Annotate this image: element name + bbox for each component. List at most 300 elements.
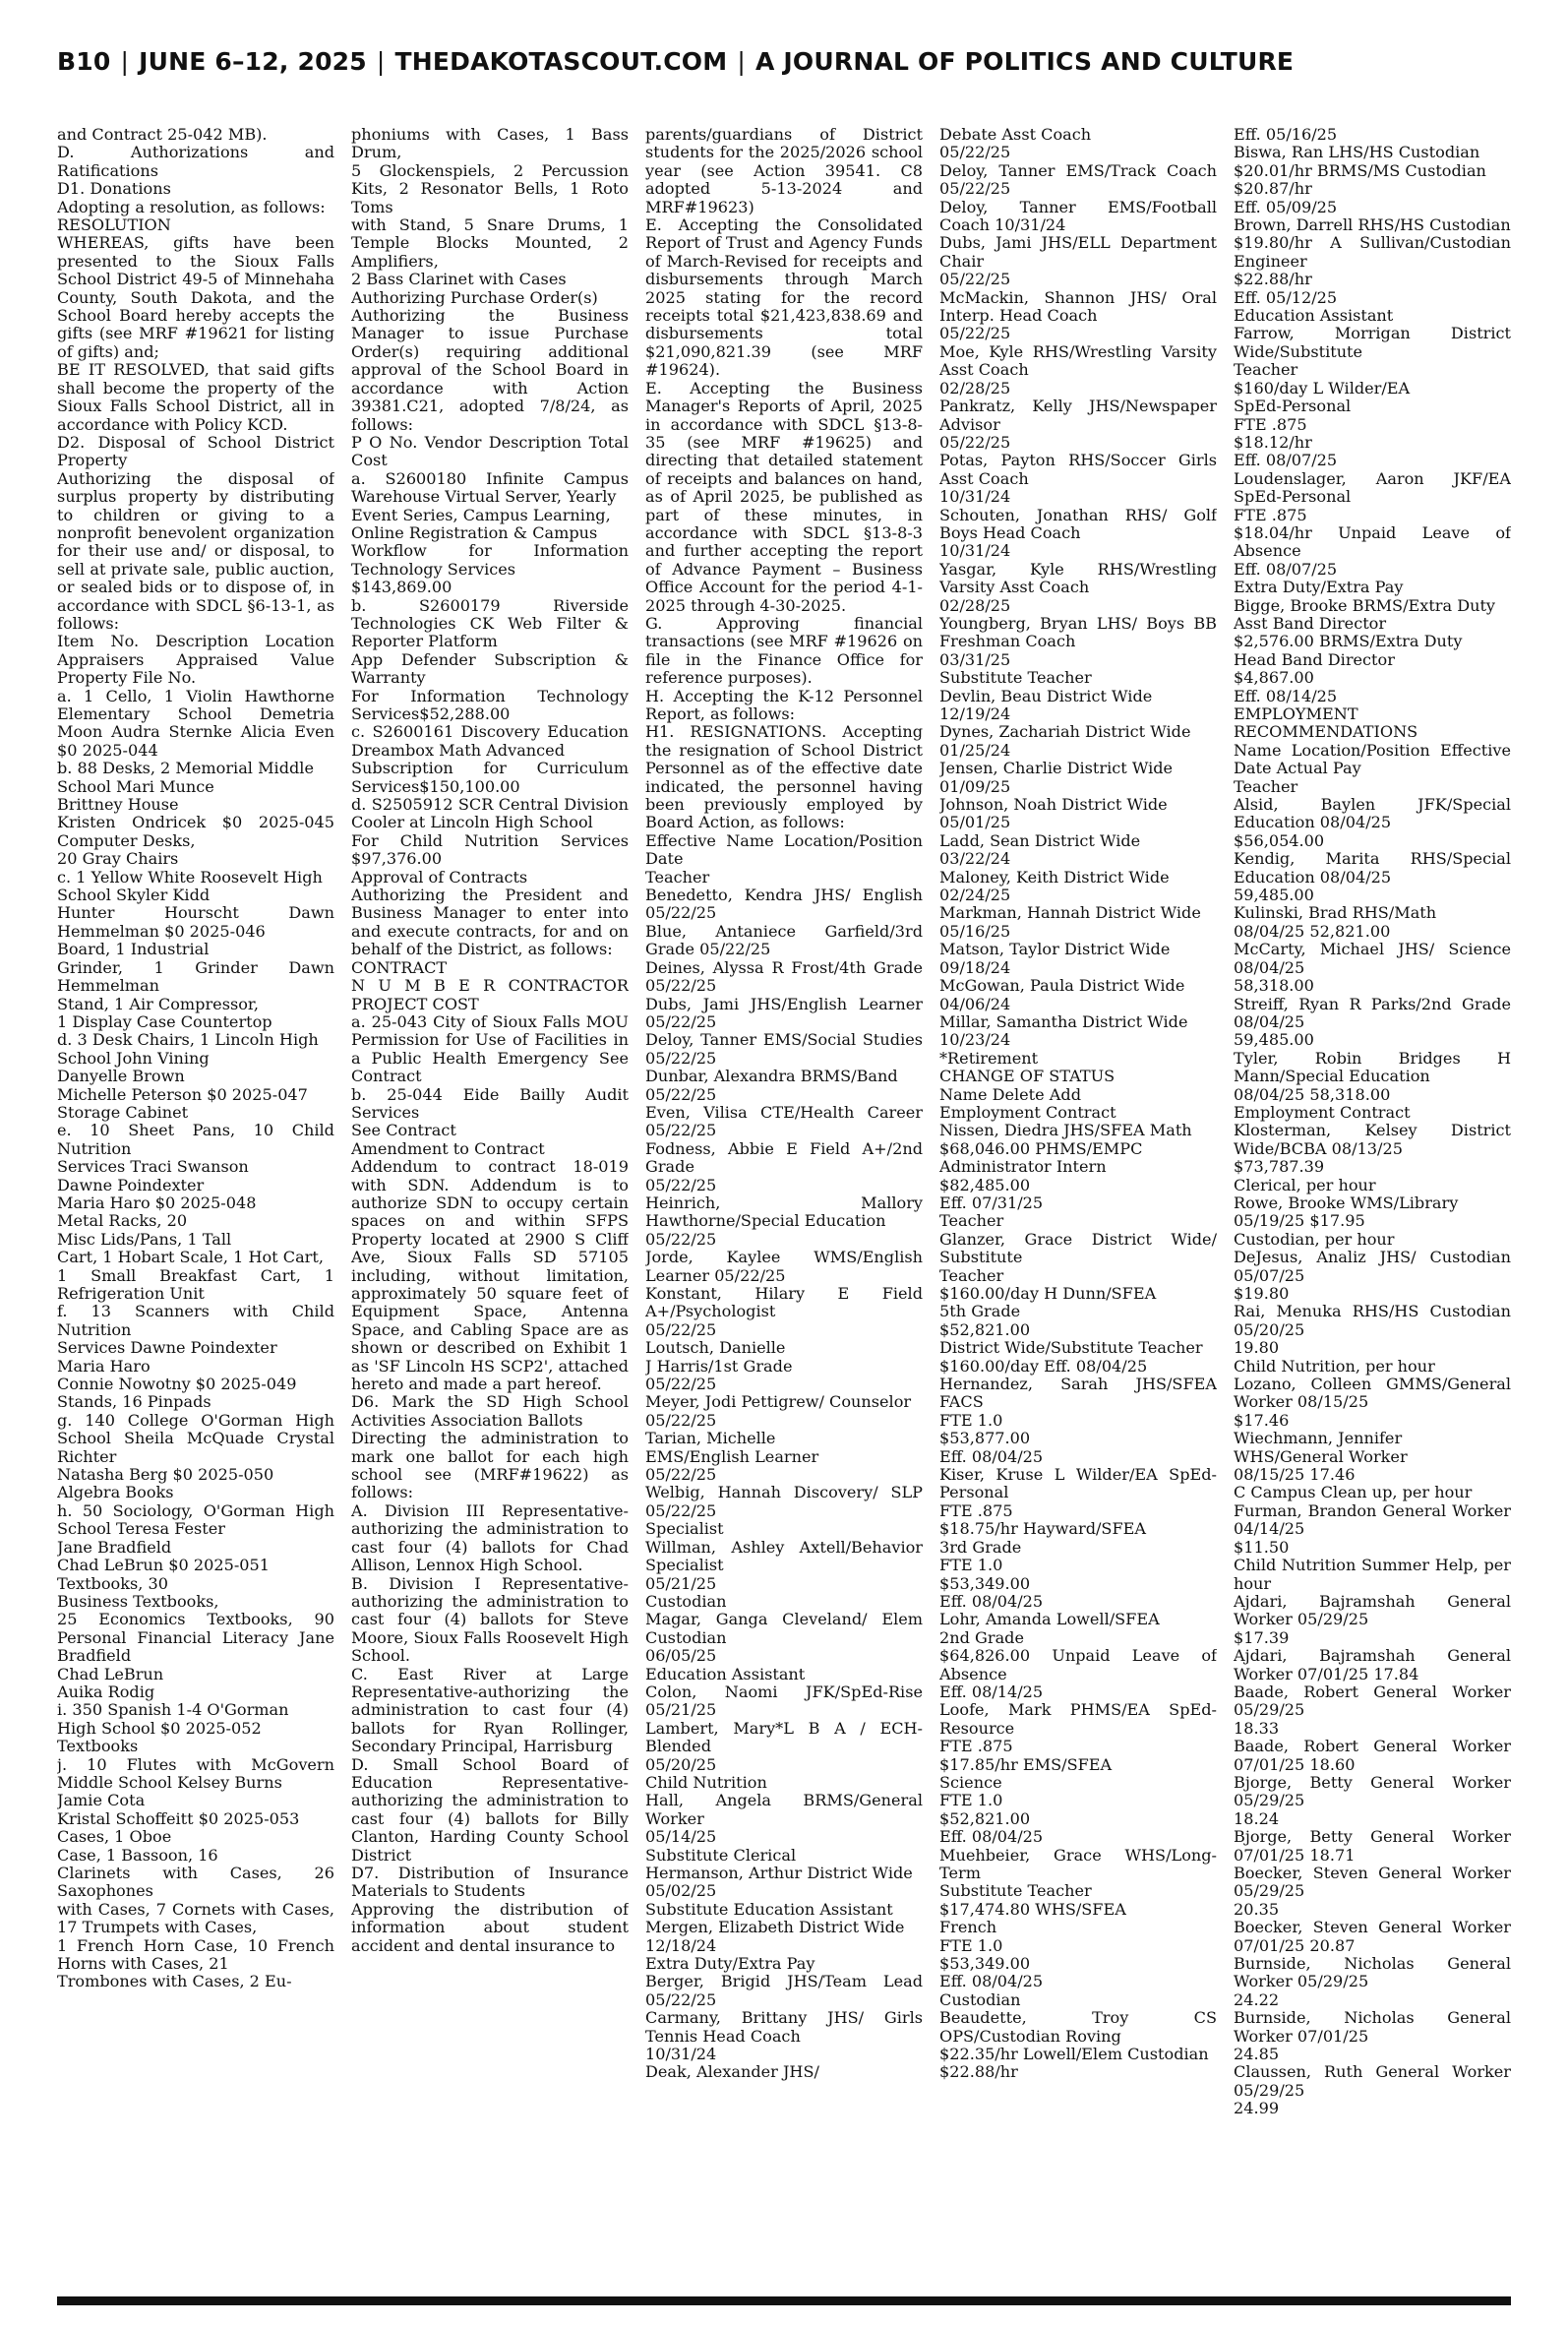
notice-paragraph: 05/22/25	[645, 1410, 717, 1430]
notice-paragraph: Ajdari, Bajramshah General Worker 05/29/25	[1234, 1591, 1511, 1629]
notice-paragraph: EMPLOYMENT RECOMMENDATIONS	[1234, 704, 1418, 742]
notice-paragraph: Substitute Clerical	[645, 1845, 797, 1865]
notice-paragraph: Name Delete Add	[939, 1084, 1082, 1104]
notice-paragraph: Services Dawne Poindexter	[57, 1338, 277, 1358]
notice-paragraph: Effective Name Location/Position Date	[645, 830, 923, 869]
notice-paragraph: $64,826.00 Unpaid Leave of Absence	[939, 1646, 1217, 1683]
notice-paragraph: Moe, Kyle RHS/Wrestling Varsity Asst Coach	[939, 341, 1217, 380]
notice-paragraph: SpEd-Personal	[1234, 397, 1352, 416]
notice-paragraph: 10/31/24	[645, 2045, 717, 2064]
notice-paragraph: Eff. 08/04/25	[939, 1827, 1044, 1847]
notice-paragraph: Event Series, Campus Learning,	[351, 505, 611, 524]
notice-paragraph: Custodian	[939, 1989, 1021, 2009]
notice-paragraph: WHEREAS, gifts have been presented to the Sioux Falls School District 49-5 of Minnehaha County, South Dakota, and the School Board hereby accepts the gifts (see MRF #19621 for listing of gifts) and;	[57, 233, 334, 361]
notice-paragraph: b. S2600179 Riverside Technologies CK Web Filter & Reporter Platform	[351, 595, 629, 651]
notice-paragraph: EMS/English Learner	[645, 1446, 819, 1466]
notice-paragraph: CONTRACT	[351, 957, 448, 977]
notice-paragraph: Furman, Brandon General Worker 04/14/25	[1234, 1500, 1511, 1539]
notice-paragraph: Education Assistant	[1234, 306, 1394, 326]
notice-paragraph: Addendum to contract 18-019 with SDN. Addendum is to authorize SDN to occupy certain spaces on and within SFPS Property located at 2900 S Cliff Ave, Sioux Falls SD 57105 including, without limitation, approximately 50 square feet of Equipment Space, Antenna Space, and Cabling Space are as shown or described on Exhibit 1 as 'SF Lincoln HS SCP2', attached hereto and made a part hereof.	[351, 1157, 629, 1394]
notice-paragraph: 1 French Horn Case, 10 French Horns with Cases, 21	[57, 1935, 334, 1974]
column-1	[57, 126, 334, 2289]
notice-paragraph: CHANGE OF STATUS	[939, 1067, 1116, 1086]
notice-paragraph: 5th Grade	[939, 1302, 1021, 1321]
notice-paragraph: Substitute Teacher	[939, 1881, 1092, 1901]
notice-paragraph: $160.00/day Eff. 08/04/25	[939, 1356, 1148, 1376]
notice-paragraph: District Wide/Substitute Teacher	[939, 1338, 1203, 1358]
notice-paragraph: Rowe, Brooke WMS/Library	[1234, 1193, 1459, 1212]
notice-paragraph: 24.85	[1234, 2045, 1280, 2064]
notice-paragraph: E. Accepting the Business Manager's Reports of April, 2025 in accordance with SDCL §13-8-35 (see MRF #19625) and directing that detailed statement of receipts and balances on hand, as of April 2025, be published as part of these minutes, in accordance with SDCL §13-8-3 and further accepting the report of Advance Payment – Business Office Account for the period 4-1-2025 through 4-30-2025.	[645, 378, 923, 615]
notice-paragraph: Grinder, 1 Grinder Dawn Hemmelman	[57, 957, 334, 996]
notice-paragraph: $19.80/hr A Sullivan/Custodian Engineer	[1234, 233, 1511, 271]
notice-paragraph: Administrator Intern	[939, 1157, 1107, 1177]
notice-paragraph: Amendment to Contract	[351, 1138, 545, 1158]
notice-paragraph: Millar, Samantha District Wide	[939, 1011, 1188, 1031]
notice-paragraph: $22.88/hr	[939, 2062, 1018, 2082]
tagline: A JOURNAL OF POLITICS AND CULTURE	[754, 47, 1295, 76]
notice-paragraph: Chad LeBrun	[57, 1664, 164, 1683]
notice-paragraph: Bjorge, Betty General Worker 05/29/25	[1234, 1772, 1511, 1810]
notice-paragraph: $22.88/hr	[1234, 270, 1312, 289]
notice-paragraph: Maria Haro	[57, 1356, 151, 1376]
notice-paragraph: 25 Economics Textbooks, 90 Personal Financial Literacy Jane Bradfield	[57, 1610, 334, 1666]
notice-paragraph: Magar, Ganga Cleveland/ Elem Custodian	[645, 1610, 923, 1647]
notice-paragraph: Subscription for Curriculum Services$150,100.00	[351, 759, 629, 796]
notice-paragraph: D. Small School Board of Education Representative-authorizing the administration to cast four (4) ballots for Billy Clanton, Harding County School District	[351, 1754, 629, 1865]
notice-paragraph: Welbig, Hannah Discovery/ SLP 05/22/25	[645, 1483, 923, 1520]
notice-paragraph: c. 1 Yellow White Roosevelt High	[57, 867, 323, 887]
notice-paragraph: 24.99	[1234, 2099, 1280, 2118]
notice-paragraph: Workflow for Information Technology Services	[351, 541, 629, 579]
notice-paragraph: $22.35/hr Lowell/Elem Custodian	[939, 2045, 1209, 2064]
notice-paragraph: 12/19/24	[939, 704, 1011, 723]
notice-paragraph: 10/31/24	[939, 487, 1011, 507]
notice-paragraph: Kristen Ondricek $0 2025-045 Computer Desks,	[57, 813, 334, 850]
notice-paragraph: d. 3 Desk Chairs, 1 Lincoln High	[57, 1030, 319, 1050]
notice-paragraph: Teacher	[939, 1211, 1004, 1231]
notice-paragraph: Eff. 08/04/25	[939, 1446, 1044, 1466]
notice-paragraph: 58,318.00	[1234, 976, 1314, 996]
notice-paragraph: French	[939, 1918, 997, 1937]
notice-paragraph: Jensen, Charlie District Wide	[939, 759, 1174, 778]
notice-paragraph: Custodian	[645, 1591, 727, 1611]
notice-paragraph: Dubs, Jami JHS/English Learner 05/22/25	[645, 994, 923, 1031]
notice-paragraph: 02/24/25	[939, 886, 1011, 905]
notice-paragraph: Boecker, Steven General Worker 05/29/25	[1234, 1864, 1511, 1901]
notice-paragraph: Loudenslager, Aaron JKF/EA SpEd-Personal	[1234, 468, 1511, 507]
notice-paragraph: J Harris/1st Grade	[645, 1356, 793, 1376]
notice-paragraph: Bjorge, Betty General Worker 07/01/25 18.71	[1234, 1827, 1511, 1865]
notice-paragraph: Employment Contract	[939, 1102, 1116, 1122]
notice-paragraph: Deines, Alyssa R Frost/4th Grade 05/22/25	[645, 957, 923, 996]
notice-paragraph: FTE .875	[939, 1737, 1013, 1756]
column-2	[351, 126, 629, 2289]
notice-paragraph: Child Nutrition	[645, 1772, 767, 1792]
notice-paragraph: 59,485.00	[1234, 1030, 1314, 1050]
notice-paragraph: Danyelle Brown	[57, 1067, 185, 1086]
notice-paragraph: Biswa, Ran LHS/HS Custodian	[1234, 143, 1480, 162]
notice-paragraph: Item No. Description Location Appraisers Appraised Value Property File No.	[57, 632, 334, 688]
notice-paragraph: $143,869.00	[351, 578, 452, 597]
notice-paragraph: Kristal Schoffeitt $0 2025-053	[57, 1808, 300, 1828]
notice-paragraph: Eff. 08/04/25	[939, 1972, 1044, 1991]
notice-paragraph: Dawne Poindexter	[57, 1175, 205, 1194]
notice-paragraph: $52,821.00	[939, 1319, 1031, 1339]
notice-paragraph: Brown, Darrell RHS/HS Custodian	[1234, 215, 1511, 235]
page-header: B10 | JUNE 6–12, 2025 | THEDAKOTASCOUT.COM | A JOURNAL OF POLITICS AND CULTURE	[57, 47, 1295, 76]
notice-paragraph: Klosterman, Kelsey District Wide/BCBA 08/13/25	[1234, 1121, 1511, 1158]
notice-paragraph: FTE 1.0	[939, 1410, 1003, 1430]
notice-paragraph: 05/22/25	[939, 324, 1011, 343]
notice-paragraph: 24.22	[1234, 1989, 1280, 2009]
notice-paragraph: Hall, Angela BRMS/General Worker	[645, 1791, 923, 1828]
notice-paragraph: $53,349.00	[939, 1954, 1031, 1974]
notice-paragraph: FTE 1.0	[939, 1935, 1003, 1955]
notice-paragraph: Tyler, Robin Bridges H Mann/Special Education	[1234, 1048, 1511, 1086]
notice-paragraph: Board, 1 Industrial	[57, 940, 210, 959]
notice-paragraph: Cases, 1 Oboe	[57, 1827, 172, 1847]
notice-paragraph: $160/day L Wilder/EA	[1234, 378, 1411, 398]
notice-paragraph: Glanzer, Grace District Wide/ Substitute	[939, 1229, 1217, 1267]
notice-paragraph: 08/04/25 52,821.00	[1234, 921, 1391, 941]
issue-date: JUNE 6–12, 2025	[139, 47, 367, 76]
notice-paragraph: Muehbeier, Grace WHS/Long-Term	[939, 1845, 1217, 1882]
notice-paragraph: DeJesus, Analiz JHS/ Custodian 05/07/25	[1234, 1248, 1511, 1285]
notice-paragraph: 08/04/25 58,318.00	[1234, 1084, 1391, 1104]
notice-paragraph: Colon, Naomi JFK/SpEd-Rise 05/21/25	[645, 1682, 923, 1720]
notice-paragraph: Devlin, Beau District Wide	[939, 686, 1153, 705]
notice-paragraph: Potas, Payton RHS/Soccer Girls Asst Coach	[939, 451, 1217, 488]
column-4	[939, 126, 1217, 2289]
notice-paragraph: 3rd Grade	[939, 1537, 1022, 1557]
notice-paragraph: $68,046.00 PHMS/EMPC	[939, 1138, 1143, 1158]
notice-paragraph: Eff. 08/07/25	[1234, 559, 1338, 579]
notice-paragraph: Lambert, Mary*L B A / ECH-Blended	[645, 1718, 923, 1756]
notice-paragraph: Alsid, Baylen JFK/Special Education 08/04/25	[1234, 795, 1511, 832]
notice-paragraph: Directing the administration to mark one ballot for each high school see (MRF#19622) as follows:	[351, 1429, 629, 1502]
notice-paragraph: Ladd, Sean District Wide	[939, 830, 1141, 850]
notice-paragraph: D7. Distribution of Insurance Materials to Students	[351, 1864, 629, 1901]
notice-paragraph: 05/22/25	[645, 1084, 717, 1104]
notice-paragraph: Blue, Antaniece Garfield/3rd Grade 05/22/25	[645, 921, 923, 959]
notice-paragraph: School John Vining	[57, 1048, 210, 1068]
notice-paragraph: FTE .875	[939, 1500, 1013, 1520]
notice-paragraph: Eff. 07/31/25	[939, 1193, 1044, 1212]
notice-paragraph: Approving the distribution of information about student accident and dental insurance to	[351, 1899, 629, 1955]
notice-paragraph: Yasgar, Kyle RHS/Wrestling Varsity Asst Coach	[939, 559, 1217, 597]
notice-paragraph: 20.35	[1234, 1899, 1280, 1919]
notice-paragraph: Child Nutrition, per hour	[1234, 1356, 1435, 1376]
notice-paragraph: Carmany, Brittany JHS/ Girls Tennis Head Coach	[645, 2008, 923, 2046]
notice-paragraph: Johnson, Noah District Wide	[939, 795, 1168, 815]
notice-paragraph: P O No. Vendor Description Total Cost	[351, 432, 629, 470]
notice-paragraph: a. 1 Cello, 1 Violin Hawthorne Elementary School Demetria Moon Audra Sternke Alicia Even $0 2025-044	[57, 686, 334, 760]
notice-paragraph: Loutsch, Danielle	[645, 1338, 786, 1358]
notice-paragraph: Deloy, Tanner EMS/Track Coach 05/22/25	[939, 160, 1217, 199]
notice-paragraph: Extra Duty/Extra Pay	[645, 1954, 815, 1974]
notice-paragraph: Algebra Books	[57, 1483, 174, 1502]
notice-paragraph: 04/06/24	[939, 994, 1011, 1013]
notice-paragraph: Heinrich, Mallory Hawthorne/Special Education	[645, 1193, 923, 1231]
notice-paragraph: For Child Nutrition Services $97,376.00	[351, 830, 629, 869]
notice-paragraph: Stand, 1 Air Compressor,	[57, 994, 259, 1013]
notice-paragraph: 18.24	[1234, 1808, 1280, 1828]
notice-paragraph: 05/19/25 $17.95	[1234, 1211, 1365, 1231]
notice-paragraph: C. East River at Large Representative-authorizing the administration to cast four (4) ballots for Ryan Rollinger, Secondary Principal, Harrisburg	[351, 1664, 629, 1756]
notice-paragraph: $17,474.80 WHS/SFEA	[939, 1899, 1126, 1919]
notice-paragraph: Meyer, Jodi Pettigrew/ Counselor	[645, 1392, 912, 1412]
notice-paragraph: Deloy, Tanner EMS/Football Coach 10/31/24	[939, 197, 1217, 235]
notice-paragraph: B. Division I Representative- authorizing the administration to cast four (4) ballots for Steve Moore, Sioux Falls Roosevelt High School.	[351, 1573, 629, 1666]
notice-paragraph: Authorizing Purchase Order(s)	[351, 287, 598, 307]
notice-paragraph: Adopting a resolution, as follows:	[57, 197, 326, 216]
notice-paragraph: e. 10 Sheet Pans, 10 Child Nutrition	[57, 1121, 334, 1158]
notice-paragraph: See Contract	[351, 1121, 456, 1140]
column-5	[1234, 126, 1511, 2289]
notice-paragraph: Approval of Contracts	[351, 867, 528, 887]
notice-paragraph: Business Textbooks,	[57, 1591, 219, 1611]
notice-paragraph: $17.46	[1234, 1410, 1290, 1430]
notice-paragraph: Dynes, Zachariah District Wide	[939, 722, 1191, 742]
notice-paragraph: $53,349.00	[939, 1573, 1031, 1593]
notice-paragraph: Beaudette, Troy CS OPS/Custodian Roving	[939, 2008, 1217, 2046]
notice-paragraph: D1. Donations	[57, 179, 171, 199]
notice-paragraph: Matson, Taylor District Wide	[939, 940, 1171, 959]
notice-paragraph: Cart, 1 Hobart Scale, 1 Hot Cart,	[57, 1248, 324, 1267]
notice-paragraph: 2 Bass Clarinet with Cases	[351, 270, 567, 289]
notice-paragraph: G. Approving financial transactions (see MRF #19626 on file in the Finance Office for reference purposes).	[645, 613, 923, 688]
notice-paragraph: Pankratz, Kelly JHS/Newspaper Advisor	[939, 397, 1217, 434]
notice-paragraph: Wiechmann, Jennifer	[1234, 1429, 1403, 1448]
notice-paragraph: a. S2600180 Infinite Campus Warehouse Virtual Server, Yearly	[351, 468, 629, 507]
notice-paragraph: Misc Lids/Pans, 1 Tall	[57, 1229, 232, 1249]
notice-paragraph: $56,054.00	[1234, 830, 1325, 850]
notice-paragraph: Specialist	[645, 1519, 724, 1539]
notice-paragraph: Nissen, Diedra JHS/SFEA Math	[939, 1121, 1192, 1140]
notice-paragraph: 05/02/25	[645, 1881, 717, 1901]
notice-paragraph: Teacher	[939, 1265, 1004, 1285]
notice-paragraph: *Retirement	[939, 1048, 1039, 1068]
notice-paragraph: Brittney House	[57, 795, 179, 815]
notice-paragraph: 05/22/25	[645, 1175, 717, 1194]
notice-paragraph: RESOLUTION	[57, 215, 171, 235]
notice-paragraph: School Mari Munce	[57, 776, 214, 796]
notice-paragraph: $17.39	[1234, 1627, 1290, 1647]
notice-paragraph: Online Registration & Campus	[351, 522, 598, 542]
notice-paragraph: McGowan, Paula District Wide	[939, 976, 1185, 996]
notice-paragraph: 05/22/25	[939, 143, 1011, 162]
notice-paragraph: Substitute Education Assistant	[645, 1899, 893, 1919]
notice-paragraph: H. Accepting the K-12 Personnel Report, as follows:	[645, 686, 923, 723]
page-number: B10	[57, 47, 111, 76]
notice-paragraph: 05/22/25	[939, 432, 1011, 452]
notice-paragraph: 20 Gray Chairs	[57, 849, 179, 869]
notice-paragraph: School Skyler Kidd	[57, 886, 211, 905]
notice-paragraph: $2,576.00 BRMS/Extra Duty	[1234, 632, 1463, 651]
notice-paragraph: Textbooks, 30	[57, 1573, 168, 1593]
notice-paragraph: Natasha Berg $0 2025-050	[57, 1465, 274, 1485]
notice-paragraph: Stands, 16 Pinpads	[57, 1392, 211, 1412]
notice-paragraph: 01/09/25	[939, 776, 1011, 796]
notice-paragraph: 05/22/25	[645, 1229, 717, 1249]
notice-paragraph: Streiff, Ryan R Parks/2nd Grade 08/04/25	[1234, 994, 1511, 1031]
notice-paragraph: Science	[939, 1772, 1002, 1792]
notice-paragraph: Kulinski, Brad RHS/Math	[1234, 903, 1437, 923]
notice-paragraph: Burnside, Nicholas General Worker 07/01/25	[1234, 2008, 1511, 2046]
notice-paragraph: parents/guardians of District students for the 2025/2026 school year (see Action 39541. C8 adopted 5-13-2024 and MRF#19623)	[645, 126, 923, 216]
notice-paragraph: McCarty, Michael JHS/ Science 08/04/25	[1234, 940, 1511, 977]
notice-paragraph: $18.75/hr Hayward/SFEA	[939, 1519, 1146, 1539]
notice-paragraph: Willman, Ashley Axtell/Behavior Specialist	[645, 1537, 923, 1575]
notice-paragraph: $82,485.00	[939, 1175, 1031, 1194]
notice-paragraph: Clerical, per hour	[1234, 1175, 1376, 1194]
notice-paragraph: Authorizing the Business Manager to issue Purchase Order(s) requiring additional approval of the School Board in accordance with Action 39381.C21, adopted 7/8/24, as follows:	[351, 306, 629, 434]
notice-paragraph: with Cases, 7 Cornets with Cases, 17 Trumpets with Cases,	[57, 1899, 334, 1937]
notice-paragraph: Teacher	[1234, 776, 1298, 796]
notice-paragraph: a. 25-043 City of Sioux Falls MOU Permission for Use of Facilities in a Public Health Emergency See Contract	[351, 1011, 629, 1086]
notice-paragraph: Deloy, Tanner EMS/Social Studies 05/22/25	[645, 1030, 923, 1068]
notice-paragraph: Clarinets with Cases, 26 Saxophones	[57, 1864, 334, 1901]
notice-paragraph: Claussen, Ruth General Worker 05/29/25	[1234, 2062, 1511, 2100]
notice-paragraph: FTE 1.0	[939, 1556, 1003, 1575]
notice-paragraph: Bigge, Brooke BRMS/Extra Duty	[1234, 595, 1496, 615]
notice-paragraph: 12/18/24	[645, 1935, 717, 1955]
notice-paragraph: N U M B E R CONTRACTOR PROJECT COST	[351, 976, 629, 1013]
notice-paragraph: Asst Band Director	[1234, 613, 1387, 633]
notice-paragraph: Education Assistant	[645, 1664, 806, 1683]
notice-paragraph: Tarian, Michelle	[645, 1429, 776, 1448]
notice-paragraph: $160.00/day H Dunn/SFEA	[939, 1284, 1157, 1303]
notice-paragraph: j. 10 Flutes with McGovern Middle School Kelsey Burns	[57, 1754, 334, 1792]
notice-paragraph: 09/18/24	[939, 957, 1011, 977]
notice-paragraph: App Defender Subscription & Warranty	[351, 649, 629, 688]
notice-paragraph: High School $0 2025-052	[57, 1718, 262, 1738]
notice-paragraph: Markman, Hannah District Wide	[939, 903, 1201, 923]
notice-paragraph: 05/22/25	[645, 1319, 717, 1339]
notice-paragraph: Michelle Peterson $0 2025-047	[57, 1084, 308, 1104]
notice-paragraph: Hunter Hourscht Dawn Hemmelman $0 2025-046	[57, 903, 334, 941]
notice-paragraph: Even, Vilisa CTE/Health Career 05/22/25	[645, 1102, 923, 1140]
notice-paragraph: 59,485.00	[1234, 886, 1314, 905]
notice-paragraph: E. Accepting the Consolidated Report of Trust and Agency Funds of March-Revised for receipts and disbursements through March 2025 stating for the record receipts total $21,423,838.69 and disbursements total $21,090,821.39 (see MRF #19624).	[645, 215, 923, 380]
notice-paragraph: Eff. 08/14/25	[1234, 686, 1338, 705]
notice-paragraph: Maloney, Keith District Wide	[939, 867, 1170, 887]
notice-paragraph: f. 13 Scanners with Child Nutrition	[57, 1302, 334, 1339]
notice-paragraph: c. S2600161 Discovery Education Dreambox Math Advanced	[351, 722, 629, 760]
notice-paragraph: Lozano, Colleen GMMS/General Worker 08/15/25	[1234, 1375, 1511, 1412]
notice-paragraph: BE IT RESOLVED, that said gifts shall become the property of the Sioux Falls School District, all in accordance with Policy KCD.	[57, 360, 334, 434]
notice-paragraph: FTE 1.0	[939, 1791, 1003, 1810]
notice-paragraph: Eff. 05/12/25	[1234, 287, 1338, 307]
notice-paragraph: C Campus Clean up, per hour	[1234, 1483, 1473, 1502]
notice-paragraph: Jamie Cota	[57, 1791, 146, 1810]
footer-rule	[57, 2296, 1511, 2305]
notice-paragraph: Eff. 08/07/25	[1234, 451, 1338, 470]
notice-paragraph: 1 Small Breakfast Cart, 1 Refrigeration Unit	[57, 1265, 334, 1303]
notice-paragraph: 19.80	[1234, 1338, 1280, 1358]
notice-paragraph: 08/15/25 17.46	[1234, 1465, 1356, 1485]
notice-paragraph: 02/28/25	[939, 595, 1011, 615]
notice-paragraph: 03/22/24	[939, 849, 1011, 869]
notice-paragraph: Baade, Robert General Worker 05/29/25	[1234, 1682, 1511, 1720]
notice-paragraph: 05/14/25	[645, 1827, 717, 1847]
legal-notices-columns	[57, 126, 1511, 2289]
notice-paragraph: $18.04/hr Unpaid Leave of Absence	[1234, 522, 1511, 561]
notice-paragraph: Teacher	[1234, 360, 1298, 380]
notice-paragraph: Chad LeBrun $0 2025-051	[57, 1556, 270, 1575]
notice-paragraph: H1. RESIGNATIONS. Accepting the resignation of School District Personnel as of the effective date indicated, the personnel having been previously employed by Board Action, as follows:	[645, 722, 923, 832]
notice-paragraph: WHS/General Worker	[1234, 1446, 1408, 1466]
notice-paragraph: D6. Mark the SD High School Activities Association Ballots	[351, 1392, 629, 1430]
notice-paragraph: Maria Haro $0 2025-048	[57, 1193, 257, 1212]
notice-paragraph: 06/05/25	[645, 1646, 717, 1666]
site-name: THEDAKOTASCOUT.COM	[394, 47, 728, 76]
notice-paragraph: Farrow, Morrigan District Wide/Substitute	[1234, 324, 1511, 361]
notice-paragraph: b. 25-044 Eide Bailly Audit Services	[351, 1084, 629, 1122]
notice-paragraph: d. S2505912 SCR Central Division Cooler at Lincoln High School	[351, 795, 629, 832]
notice-paragraph: 05/21/25	[645, 1573, 717, 1593]
notice-paragraph: 05/22/25	[939, 270, 1011, 289]
notice-paragraph: Jane Bradfield	[57, 1537, 172, 1557]
notice-paragraph: $11.50	[1234, 1537, 1290, 1557]
notice-paragraph: h. 50 Sociology, O'Gorman High School Teresa Fester	[57, 1500, 334, 1539]
notice-paragraph: Hernandez, Sarah JHS/SFEA FACS	[939, 1375, 1217, 1412]
notice-paragraph: with Stand, 5 Snare Drums, 1 Temple Blocks Mounted, 2 Amplifiers,	[351, 215, 629, 271]
notice-paragraph: Connie Nowotny $0 2025-049	[57, 1375, 297, 1394]
notice-paragraph: Case, 1 Bassoon, 16	[57, 1845, 218, 1865]
notice-paragraph: Authorizing the President and Business Manager to enter into and execute contracts, for and on behalf of the District, as follows:	[351, 886, 629, 959]
notice-paragraph: Trombones with Cases, 2 Eu-	[57, 1972, 292, 1991]
notice-paragraph: Eff. 08/04/25	[939, 1591, 1044, 1611]
notice-paragraph: $53,877.00	[939, 1429, 1031, 1448]
notice-paragraph: 5 Glockenspiels, 2 Percussion Kits, 2 Resonator Bells, 1 Roto Toms	[351, 160, 629, 216]
notice-paragraph: i. 350 Spanish 1-4 O'Gorman	[57, 1700, 289, 1720]
notice-paragraph: Boecker, Steven General Worker 07/01/25 20.87	[1234, 1918, 1511, 1955]
notice-paragraph: Name Location/Position Effective Date Actual Pay	[1234, 740, 1511, 778]
notice-paragraph: Eff. 08/14/25	[939, 1682, 1044, 1701]
notice-paragraph: McMackin, Shannon JHS/ Oral Interp. Head Coach	[939, 287, 1217, 326]
notice-paragraph: Hermanson, Arthur District Wide	[645, 1864, 913, 1882]
notice-paragraph: Extra Duty/Extra Pay	[1234, 578, 1404, 597]
notice-paragraph: 10/31/24	[939, 541, 1011, 561]
notice-paragraph: Employment Contract	[1234, 1102, 1411, 1122]
notice-paragraph: Burnside, Nicholas General Worker 05/29/25	[1234, 1954, 1511, 1991]
notice-paragraph: Konstant, Hilary E Field A+/Psychologist	[645, 1284, 923, 1321]
notice-paragraph: and Contract 25-042 MB).	[57, 126, 268, 144]
notice-paragraph: Mergen, Elizabeth District Wide	[645, 1918, 905, 1937]
notice-paragraph: Deak, Alexander JHS/	[645, 2062, 819, 2082]
notice-paragraph: Baade, Robert General Worker 07/01/25 18.60	[1234, 1737, 1511, 1774]
notice-paragraph: 10/23/24	[939, 1030, 1011, 1050]
notice-paragraph: $20.87/hr	[1234, 179, 1312, 199]
notice-paragraph: Kiser, Kruse L Wilder/EA SpEd-Personal	[939, 1465, 1217, 1502]
notice-paragraph: 01/25/24	[939, 740, 1011, 760]
notice-paragraph: 02/28/25	[939, 378, 1011, 398]
notice-paragraph: g. 140 College O'Gorman High School Sheila McQuade Crystal Richter	[57, 1410, 334, 1466]
notice-paragraph: 05/16/25	[939, 921, 1011, 941]
notice-paragraph: Services Traci Swanson	[57, 1157, 249, 1177]
notice-paragraph: Substitute Teacher	[939, 668, 1092, 688]
notice-paragraph: Fodness, Abbie E Field A+/2nd Grade	[645, 1138, 923, 1177]
notice-paragraph: FTE .875	[1234, 414, 1307, 434]
notice-paragraph: $73,787.39	[1234, 1157, 1325, 1177]
notice-paragraph: Dubs, Jami JHS/ELL Department Chair	[939, 233, 1217, 271]
notice-paragraph: Custodian, per hour	[1234, 1229, 1395, 1249]
notice-paragraph: 05/22/25	[645, 1375, 717, 1394]
notice-paragraph: Benedetto, Kendra JHS/ English 05/22/25	[645, 886, 923, 923]
notice-paragraph: Debate Asst Coach	[939, 126, 1092, 144]
